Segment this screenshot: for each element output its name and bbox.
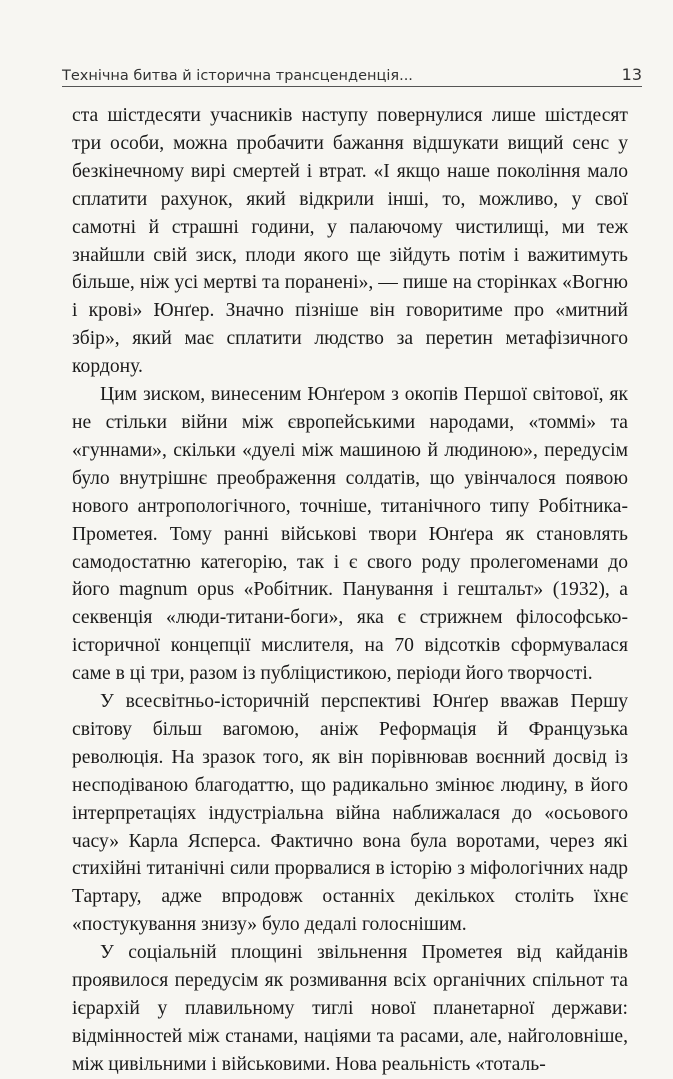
running-title: Технічна битва й історична трансценденція... xyxy=(62,68,413,84)
paragraph: Цим зиском, винесеним Юнґером з окопів Першої світової, як не стільки війни між європейськими народами, «томмі» та «гуннами», скільки «дуелі між машиною й людиною», передусім було внутрішнє преображення солдатів, що увінчалося появою нового антропологічного, точніше, титанічного типу Робітника-Прометея. Тому ранні військові твори Юнґера як становлять самодостатню категорію, так і є свого роду пролегоменами до його magnum opus «Робітник. Панування і гештальт» (1932), а секвенція «люди-титани-боги», яка є стрижнем філософсько-історичної концепції мислителя, на 70 відсотків сформувалася саме в ці три, разом із публіцистикою, періоди його творчості. xyxy=(72,384,628,685)
paragraph: У всесвітньо-історичній перспективі Юнґер вважав Першу світову більш вагомою, аніж Реформація й Французька революція. На зразок того, як він порівнював воєнний досвід із несподіваною благодаттю, що радикально змінює людину, в його інтерпретаціях індустріальна війна наближалася до «осьового часу» Карла Ясперса. Фактично вона була воротами, через які стихійні титанічні сили прорвалися в історію з міфологічних надр Тартару, адже впродовж останніх декількох століть їхнє «постукування знизу» було дедалі голоснішим. xyxy=(72,691,628,936)
paragraph-continued: ста шістдесяти учасників наступу повернулися лише шістдесят три особи, можна пробачити бажання відшукати вищий сенс у безкінечному вирі смертей і втрат. «І якщо наше покоління мало сплатити рахунок, який відкрили інші, то, можливо, у свої самотні й страшні години, у палаючому чистилищі, ми теж знайшли свій зиск, плоди якого ще зійдуть потім і важитимуть більше, ніж усі мертві та поранені», — пише на сторінках «Вогню і крові» Юнґер. Значно пізніше він говоритиме про «митний збір», який має сплатити людство за перетин метафізичного кордону. xyxy=(72,105,628,378)
header-rule xyxy=(62,86,642,87)
body-text xyxy=(72,102,628,1079)
paragraph: У соціальній площині звільнення Прометея від кайданів проявилося передусім як розмивання всіх органічних спільнот та ієрархій у плавильному тиглі нової планетарної держави: відмінностей між станами, націями та расами, але, найголовніше, між цивільними і військовими. Нова реальність «тоталь- xyxy=(72,942,628,1075)
page-number: 13 xyxy=(621,65,642,84)
running-header xyxy=(62,58,642,84)
